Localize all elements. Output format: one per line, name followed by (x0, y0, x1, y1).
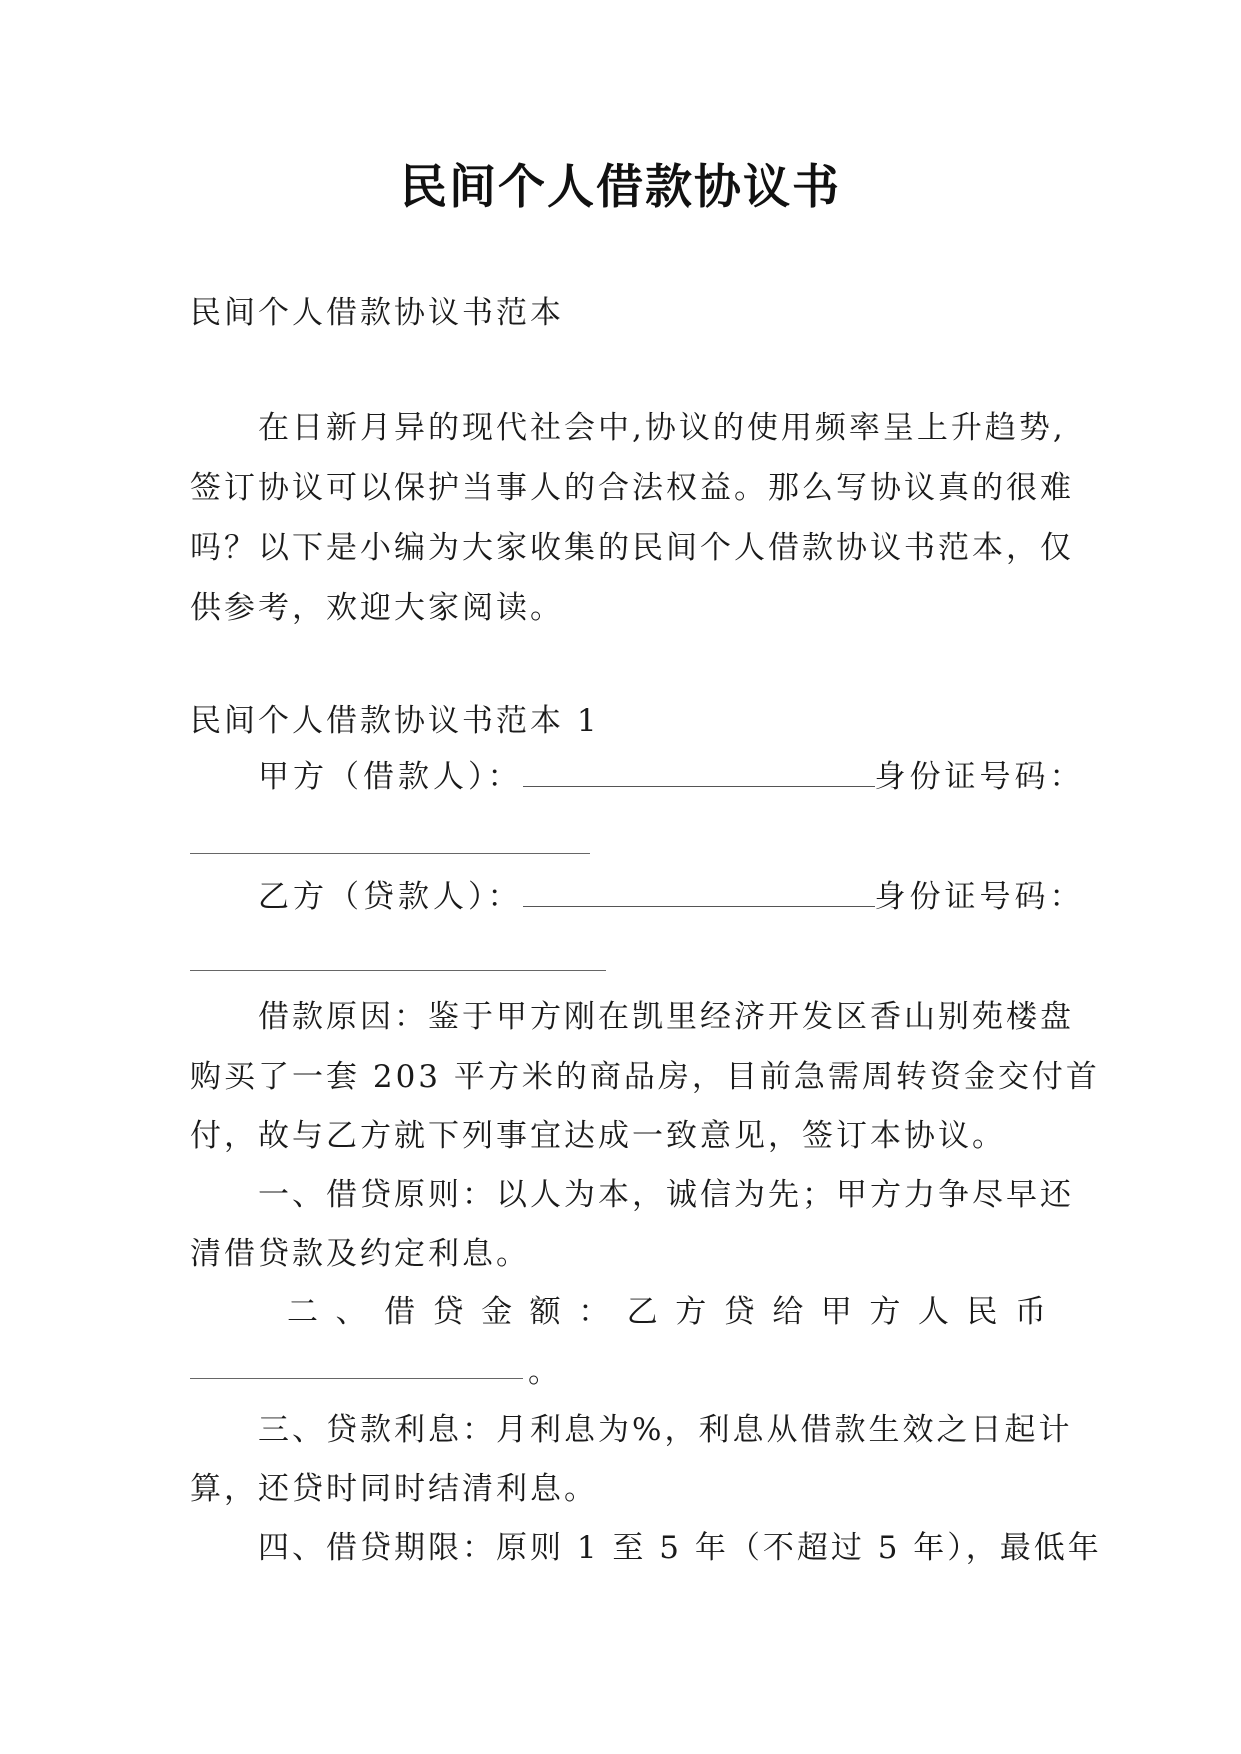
reason-line-1: 借款原因：鉴于甲方刚在凯里经济开发区香山别苑楼盘 (258, 999, 1074, 1035)
clause2-end-mark: 。 (528, 1354, 562, 1390)
intro-line-1: 在日新月异的现代社会中,协议的使用频率呈上升趋势, (258, 410, 1066, 446)
party-a-id-label: 身份证号码： (874, 759, 1085, 795)
party-b-label: 乙方（贷款人）： (258, 879, 523, 915)
party-a-id-blank (190, 853, 590, 854)
clause1-line-1: 一、借贷原则：以人为本，诚信为先；甲方力争尽早还 (258, 1177, 1074, 1213)
document-subtitle: 民间个人借款协议书范本 (190, 295, 564, 331)
party-b-id-label: 身份证号码： (874, 879, 1085, 915)
reason-line-3: 付，故与乙方就下列事宜达成一致意见，签订本协议。 (190, 1118, 1006, 1154)
intro-line-4: 供参考，欢迎大家阅读。 (190, 590, 564, 626)
party-a-name-blank (523, 785, 875, 787)
clause1-line-2: 清借贷款及约定利息。 (190, 1236, 530, 1272)
intro-line-3: 吗？以下是小编为大家收集的民间个人借款协议书范本，仅 (190, 530, 1074, 566)
clause3-line-1: 三、贷款利息：月利息为%，利息从借款生效之日起计 (258, 1412, 1073, 1448)
clause4-line-1: 四、借贷期限：原则 1 至 5 年（不超过 5 年），最低年 (258, 1530, 1102, 1566)
clause3-line-2: 算，还贷时同时结清利息。 (190, 1471, 598, 1507)
clause2-line-1: 二 、 借 贷 金 额 ： 乙 方 贷 给 甲 方 人 民 币 (287, 1294, 1046, 1330)
party-b-id-blank (190, 970, 606, 971)
reason-line-2: 购买了一套 203 平方米的商品房，目前急需周转资金交付首 (190, 1059, 1100, 1095)
party-b-name-blank (523, 905, 875, 907)
loan-amount-blank (190, 1378, 523, 1379)
party-b-row (258, 879, 1085, 915)
party-a-label: 甲方（借款人）： (258, 759, 523, 795)
page-title: 民间个人借款协议书 (400, 160, 841, 215)
section-heading: 民间个人借款协议书范本 1 (190, 703, 600, 739)
party-a-row (258, 759, 1085, 795)
intro-line-2: 签订协议可以保护当事人的合法权益。那么写协议真的很难 (190, 470, 1074, 506)
